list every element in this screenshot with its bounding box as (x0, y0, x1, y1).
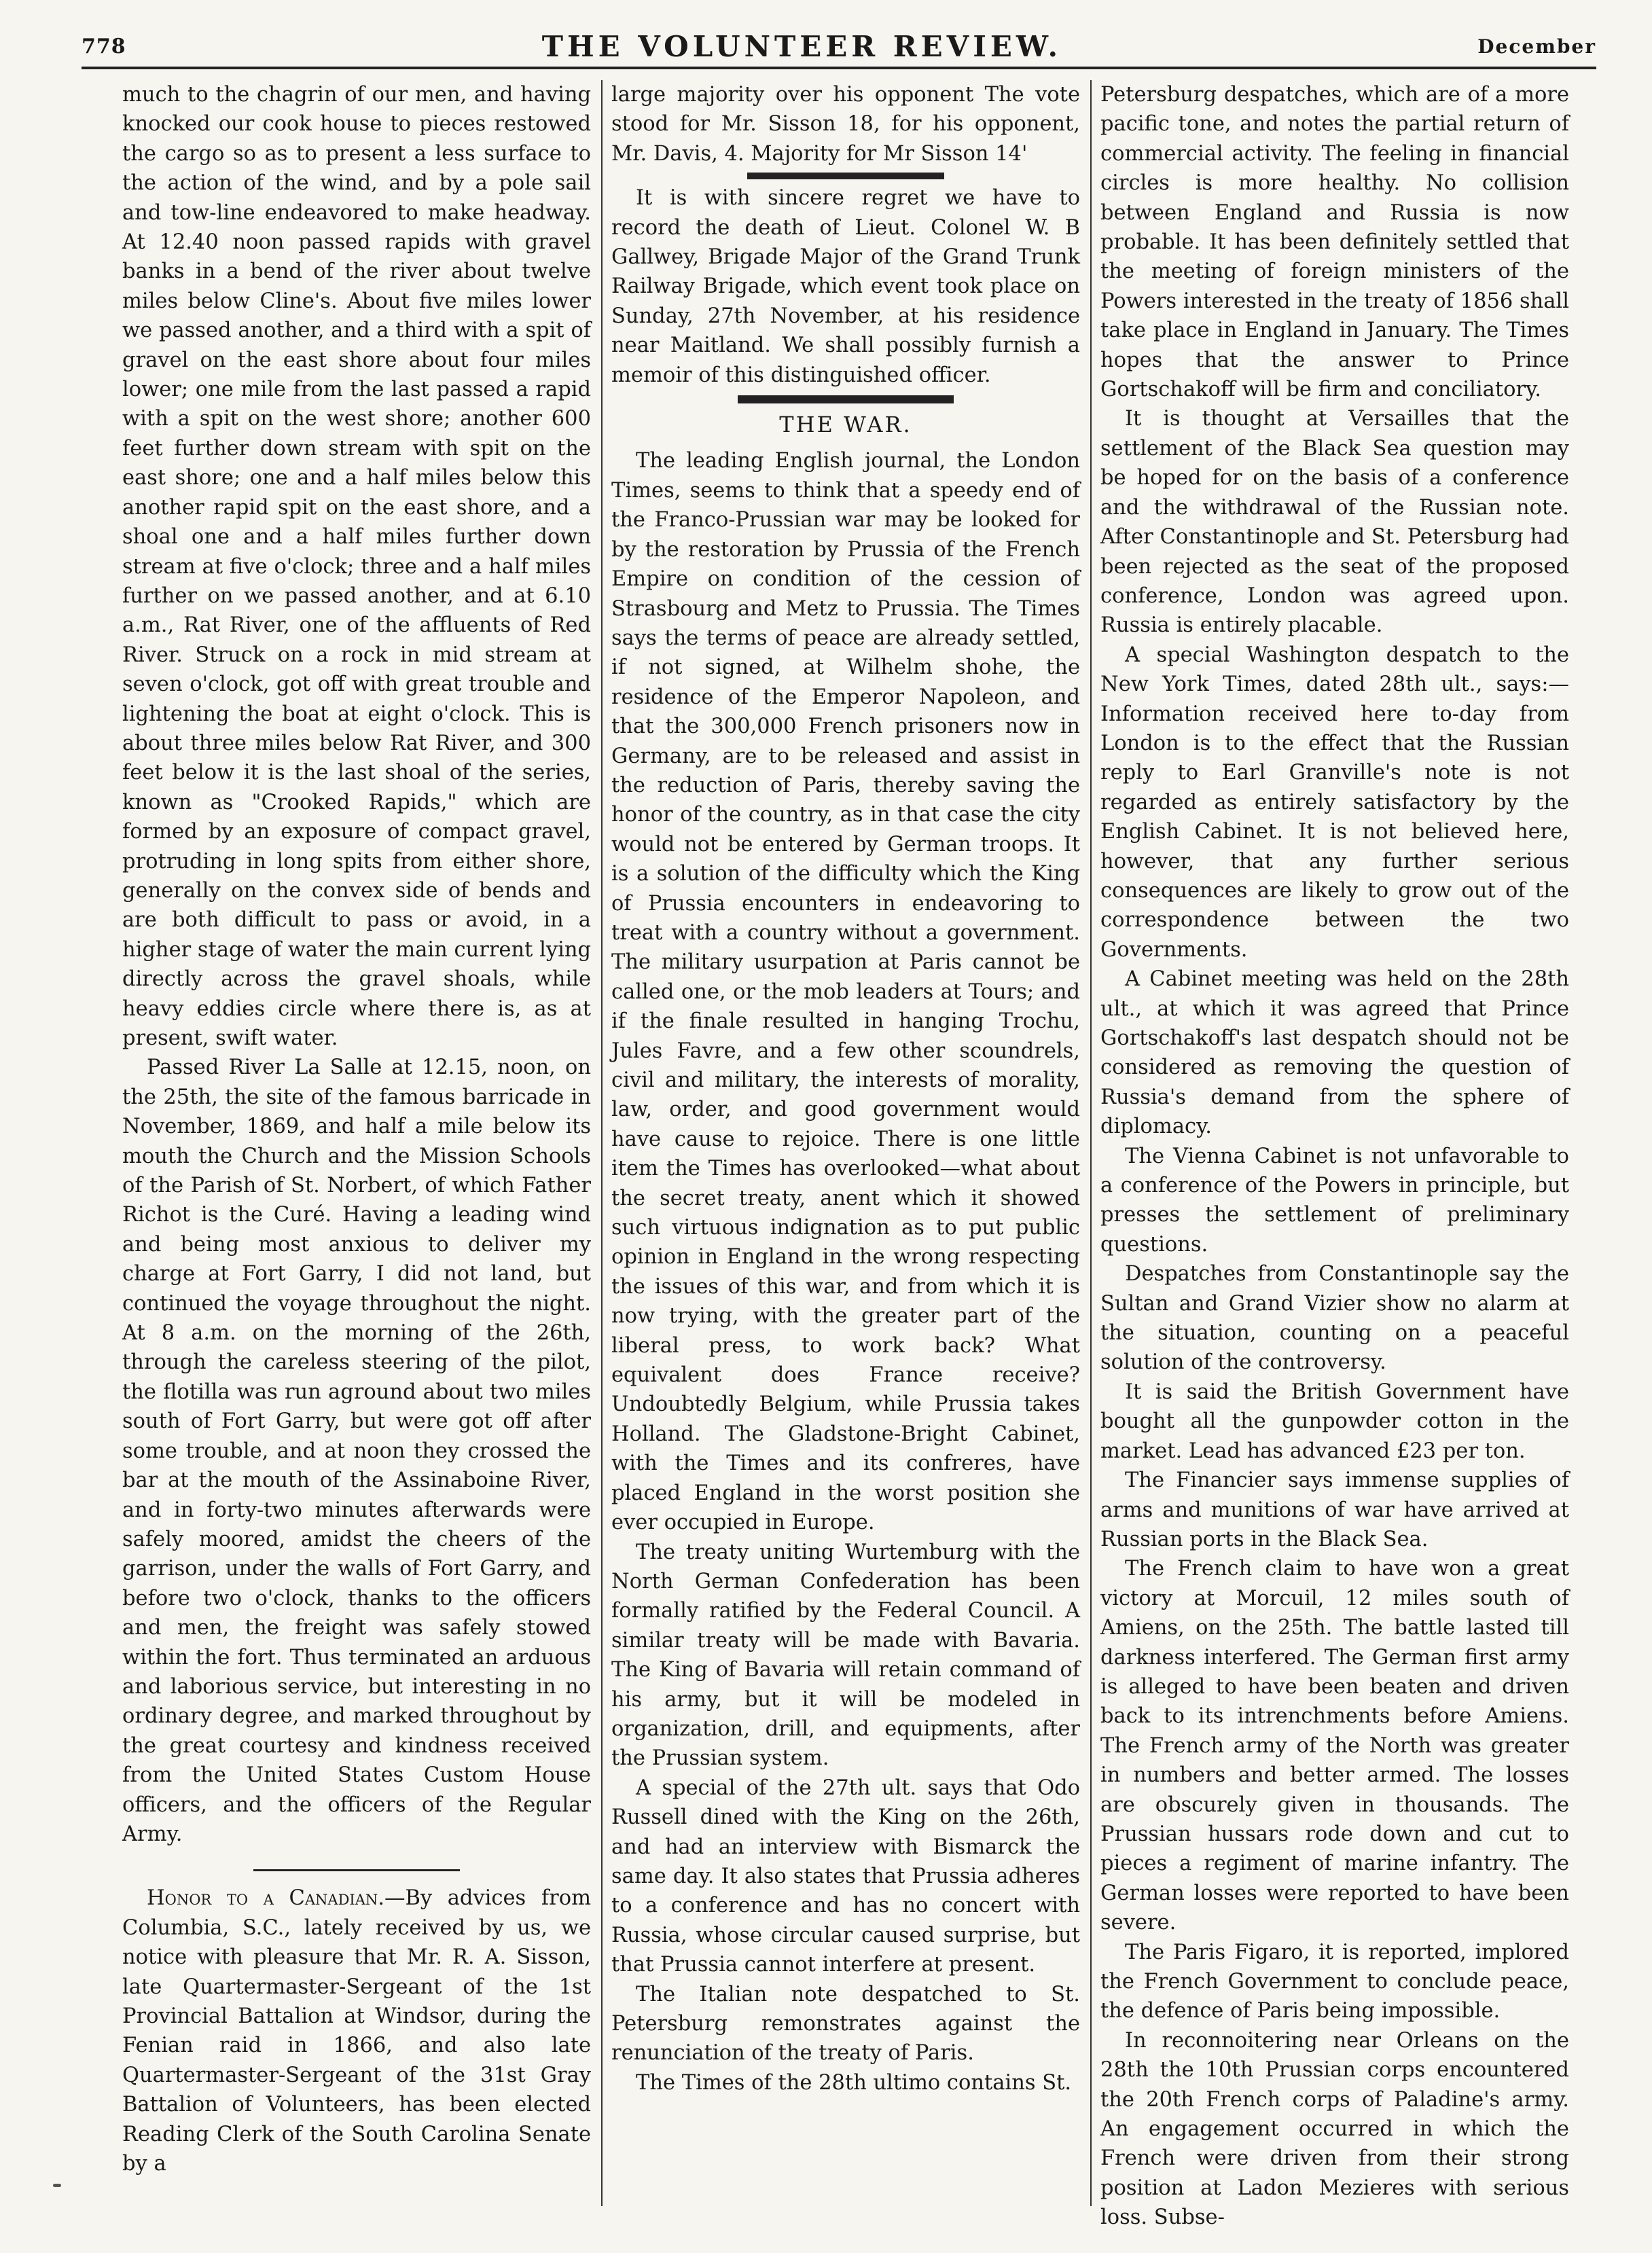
item-lead: Honor to a Canadian. (147, 1886, 384, 1911)
column-2 (611, 80, 1080, 2206)
ink-smudge (53, 2184, 61, 2187)
paragraph: large majority over his opponent The vote stood for Mr. Sisson 18, for his opponent, Mr. Davis, 4. Majority for Mr Sisson 14' (611, 83, 1080, 166)
page-number: 778 (82, 34, 126, 58)
paragraph: The treaty uniting Wurtemburg with the North German Confederation has been formally ratified by the Federal Council. A similar treaty will be made with Bavaria. The King of Bavaria will retain command of his army, but it will be modeled in organization, drill, and equipments, after the Prussian system. (611, 1540, 1080, 1771)
paragraph: much to the chagrin of our men, and having knocked our cook house to pieces restowed the cargo so as to present a less surface to the action of the wind, and by a pole sail and tow-line endeavored to make headway. At 12.40 noon passed rapids with gravel banks in a bend of the river about twelve miles below Cline's. About five miles lower we passed another, and a third with a spit of gravel on the east shore about four miles lower; one mile from the last passed a rapid with a spit on the west shore; another 600 feet further down stream with spit on the east shore; one and a half miles below this another rapid spit on the east shore, and a shoal one and a half miles further down stream at five o'clock; three and a half miles further on we passed another, and at 6.10 a.m., Rat River, one of the affluents of Red River. Struck on a rock in mid stream at seven o'clock, got off with great trouble and lightening the boat at eight o'clock. This is about three miles below Rat River, and 300 feet below it is the last shoal of the series, known as "Crooked Rapids," which are formed by an exposure of compact gravel, protruding in long spits from either shore, generally on the convex side of bends and are both difficult to pass or avoid, in a higher stage of water the main current lying directly across the gravel shoals, while heavy eddies circle where there is, as at present, swift water. (122, 83, 591, 1050)
section-divider (738, 395, 953, 403)
paragraph: A special Washington despatch to the New York Times, dated 28th ult., says:—Information received here to-day from London is to the effect that the Russian reply to Earl Granville's note is not regarded as entirely satisfactory by the English Cabinet. It is not believed here, however, that any further serious consequences are likely to grow out of the correspondence between the two Governments. (1100, 643, 1569, 962)
paragraph: The Times of the 28th ultimo contains St. (636, 2070, 1072, 2095)
section-divider (253, 1869, 460, 1871)
section-heading: THE WAR. (779, 412, 912, 438)
paragraph: The leading English journal, the London Times, seems to think that a speedy end of the Franco-Prussian war may be looked for by the restoration by Prussia of the French Empire on condition of the cession of Strasbourg and Metz to Prussia. The Times says the terms of peace are already settled, if not signed, at Wilhelm shohe, the residence of the Emperor Napoleon, and that the 300,000 French prisoners now in Germany, are to be released and assist in the reduction of Paris, thereby saving the honor of the country, as in that case the city would not be entered by German troops. It is a solution of the difficulty which the King of Prussia encounters in endeavoring to treat with a country without a government. The military usurpation at Paris cannot be called one, or the mob leaders at Tours; and if the finale resulted in hanging Trochu, Jules Favre, and a few other scoundrels, civil and military, the interests of morality, law, order, and good government would have cause to rejoice. There is one little item the Times has overlooked—what about the secret treaty, anent which it showed such virtuous indignation as to put public opinion in England in the wrong respecting the issues of this war, and from which it is now trying, with the greater part of the liberal press, to work back? What equivalent does France receive? Undoubtedly Belgium, while Prussia takes Holland. The Gladstone-Bright Cabinet, with the Times and its confreres, have placed England in the worst position she ever occupied in Europe. (611, 449, 1080, 1535)
paragraph: In reconnoitering near Orleans on the 28th the 10th Prussian corps encountered the 20th French corps of Paladine's army. An engagement occurred in which the French were driven from their strong position at Ladon Mezieres with serious loss. Subse- (1100, 2028, 1569, 2230)
paragraph: The French claim to have won a great victory at Morcuil, 12 miles south of Amiens, on the 25th. The battle lasted till darkness interfered. The German first army is alleged to have been beaten and driven back to its intrenchments before Amiens. The French army of the North was greater in numbers and better armed. The losses are obscurely given in thousands. The Prussian hussars rode down and cut to pieces a regiment of marine infantry. The German losses were reported to have been severe. (1100, 1557, 1569, 1935)
paragraph: The Italian note despatched to St. Petersburg remonstrates against the renunciation of the treaty of Paris. (611, 1982, 1080, 2066)
paragraph: It is said the British Government have bought all the gunpowder cotton in the market. Lead has advanced £23 per ton. (1100, 1380, 1569, 1463)
paragraph: Petersburg despatches, which are of a more pacific tone, and notes the partial return of commercial activity. The feeling in financial circles is more healthy. No collision between England and Russia is now probable. It has been definitely settled that the meeting of foreign ministers of the Powers interested in the treaty of 1856 shall take place in England in January. The Times hopes that the answer to Prince Gortschakoff will be firm and conciliatory. (1100, 83, 1569, 402)
paragraph: It is with sincere regret we have to record the death of Lieut. Colonel W. B Gallwey, Brigade Major of the Grand Trunk Railway Brigade, which event took place on Sunday, 27th November, at his residence near Maitland. We shall possibly furnish a memoir of this distinguished officer. (611, 186, 1080, 387)
paragraph: It is thought at Versailles that the settlement of the Black Sea question may be hoped for on the basis of a conference and the withdrawal of the Russian note. After Constantinople and St. Petersburg had been rejected as the seat of the proposed conference, London was agreed upon. Russia is entirely placable. (1100, 407, 1569, 638)
section-divider (747, 173, 944, 179)
paragraph: Passed River La Salle at 12.15, noon, on the 25th, the site of the famous barricade in November, 1869, and half a mile below its mouth the Church and the Mission Schools of the Parish of St. Norbert, of which Father Richot is the Curé. Having a leading wind and being most anxious to deliver my charge at Fort Garry, I did not land, but continued the voyage throughout the night. At 8 a.m. on the morning of the 26th, through the careless steering of the pilot, the flotilla was run aground about two miles south of Fort Garry, but were got off after some trouble, and at noon they crossed the bar at the mouth of the Assinaboine River, and in forty-two minutes afterwards were safely moored, amidst the cheers of the garrison, under the walls of Fort Garry, and before two o'clock, thanks to the officers and men, the freight was safely stowed within the fort. Thus terminated an arduous and laborious service, but interesting in no ordinary degree, and marked throughout by the great courtesy and kindness received from the United States Custom House officers, and the officers of the Regular Army. (122, 1056, 591, 1846)
item-text: —By advices from Columbia, S.C., lately received by us, we notice with pleasure that Mr. R. A. Sisson, late Quartermaster-Sergeant of the 1st Provincial Battalion at Windsor, during the Fenian raid in 1866, and also late Quartermaster-Sergeant of the 31st Gray Battalion of Volunteers, has been elected Reading Clerk of the South Carolina Senate by a (122, 1886, 591, 2176)
column-rule (1090, 80, 1092, 2206)
column-3 (1100, 80, 1569, 2230)
paragraph: The Financier says immense supplies of arms and munitions of war have arrived at Russian ports in the Black Sea. (1100, 1468, 1569, 1551)
paragraph (122, 1883, 591, 2178)
page-header (82, 26, 1596, 69)
paragraph: The Paris Figaro, it is reported, implored the French Government to conclude peace, the defence of Paris being impossible. (1100, 1940, 1569, 2023)
paragraph: Despatches from Constantinople say the Sultan and Grand Vizier show no alarm at the situation, counting on a peaceful solution of the controversy. (1100, 1262, 1569, 1375)
header-month: December (1477, 35, 1596, 58)
paragraph: A Cabinet meeting was held on the 28th ult., at which it was agreed that Prince Gortschakoff's last despatch should not be considered as removing the question of Russia's demand from the sphere of diplomacy. (1100, 967, 1569, 1139)
column-rule (601, 80, 603, 2206)
masthead-title: THE VOLUNTEER REVIEW. (541, 29, 1062, 63)
paragraph: A special of the 27th ult. says that Odo Russell dined with the King on the 26th, and had an interview with Bismarck the same day. It also states that Prussia adheres to a conference and has no concert with Russia, whose circular caused surprise, but that Prussia cannot interfere at present. (611, 1776, 1080, 1977)
column-1 (122, 80, 591, 2206)
paragraph: The Vienna Cabinet is not unfavorable to a conference of the Powers in principle, but presses the settlement of preliminary questions. (1100, 1144, 1569, 1257)
